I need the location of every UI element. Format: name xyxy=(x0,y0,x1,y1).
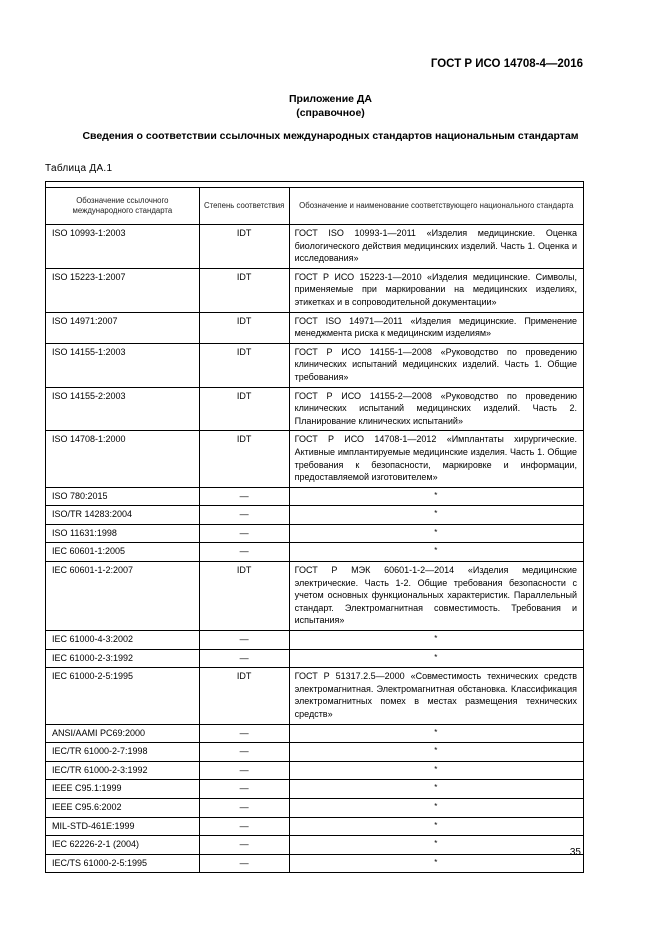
table-row xyxy=(46,854,584,873)
table-row xyxy=(46,431,584,487)
international-standard-cell: IEC/TS 61000-2-5:1995 xyxy=(46,854,200,873)
degree-cell: — xyxy=(199,743,289,762)
national-standard-cell: * xyxy=(289,836,583,855)
national-standard-cell: * xyxy=(289,817,583,836)
international-standard-cell: ISO 11631:1998 xyxy=(46,524,200,543)
table-row xyxy=(46,724,584,743)
national-standard-cell: * xyxy=(289,524,583,543)
standards-correspondence-table xyxy=(45,181,584,873)
document-designation: ГОСТ Р ИСО 14708-4—2016 xyxy=(430,58,583,70)
national-standard-cell: ГОСТ Р ИСО 14155-1—2008 «Руководство по проведению клинических испытаний медицинских изделий. Часть 1. Общие требования» xyxy=(289,343,583,387)
degree-cell: — xyxy=(199,780,289,799)
appendix-title: Приложение ДА xyxy=(289,93,372,105)
international-standard-cell: ISO 780:2015 xyxy=(46,487,200,506)
degree-cell: — xyxy=(199,506,289,525)
degree-cell: — xyxy=(199,798,289,817)
table-row xyxy=(46,506,584,525)
national-standard-cell: ГОСТ Р ИСО 15223-1—2010 «Изделия медицинские. Символы, применяемые при маркировании на медицинских изделиях, этикетках и в сопроводительной документации» xyxy=(289,268,583,312)
appendix-subtitle: (справочное) xyxy=(296,107,365,119)
national-standard-cell: * xyxy=(289,724,583,743)
degree-cell: — xyxy=(199,631,289,650)
international-standard-cell: IEC/TR 61000-2-3:1992 xyxy=(46,761,200,780)
table-row xyxy=(46,743,584,762)
national-standard-cell: * xyxy=(289,761,583,780)
national-standard-cell: * xyxy=(289,543,583,562)
table-row xyxy=(46,668,584,724)
degree-cell: — xyxy=(199,524,289,543)
national-standard-cell: ГОСТ Р МЭК 60601-1-2—2014 «Изделия медицинские электрические. Часть 1-2. Общие требования безопасности с учетом основных функциональных характеристик. Параллельный стандарт. Электромагнитная совместимость. Требования и испытания» xyxy=(289,562,583,631)
header-degree: Степень соответствия xyxy=(199,188,289,225)
national-standard-cell: * xyxy=(289,487,583,506)
table-row xyxy=(46,562,584,631)
table-row xyxy=(46,543,584,562)
table-row xyxy=(46,343,584,387)
header-international-standard: Обозначение ссылочного международного стандарта xyxy=(46,188,200,225)
table-row xyxy=(46,225,584,269)
degree-cell: — xyxy=(199,761,289,780)
international-standard-cell: IEC 61000-4-3:2002 xyxy=(46,631,200,650)
international-standard-cell: ISO 10993-1:2003 xyxy=(46,225,200,269)
table-caption: Таблица ДА.1 xyxy=(45,163,113,174)
national-standard-cell: * xyxy=(289,854,583,873)
page-number: 35 xyxy=(569,847,581,858)
international-standard-cell: ISO 15223-1:2007 xyxy=(46,268,200,312)
international-standard-cell: IEC 60601-1:2005 xyxy=(46,543,200,562)
degree-cell: — xyxy=(199,487,289,506)
table-row xyxy=(46,487,584,506)
international-standard-cell: ISO 14708-1:2000 xyxy=(46,431,200,487)
table-row xyxy=(46,817,584,836)
table-row xyxy=(46,268,584,312)
table-row xyxy=(46,798,584,817)
table-row xyxy=(46,780,584,799)
section-title: Сведения о соответствии ссылочных международных стандартов национальным стандартам xyxy=(82,130,579,142)
appendix-heading xyxy=(0,92,661,120)
international-standard-cell: ISO 14155-1:2003 xyxy=(46,343,200,387)
table-row xyxy=(46,631,584,650)
degree-cell: IDT xyxy=(199,387,289,431)
table-row xyxy=(46,649,584,668)
national-standard-cell: * xyxy=(289,780,583,799)
table-row xyxy=(46,312,584,343)
degree-cell: IDT xyxy=(199,312,289,343)
degree-cell: IDT xyxy=(199,431,289,487)
table-row xyxy=(46,761,584,780)
degree-cell: — xyxy=(199,649,289,668)
degree-cell: — xyxy=(199,817,289,836)
degree-cell: — xyxy=(199,854,289,873)
international-standard-cell: ISO/TR 14283:2004 xyxy=(46,506,200,525)
header-national-standard: Обозначение и наименование соответствующего национального стандарта xyxy=(289,188,583,225)
national-standard-cell: ГОСТ Р ИСО 14155-2—2008 «Руководство по проведению клинических испытаний медицинских изделий. Часть 2. Планирование клинических испытаний» xyxy=(289,387,583,431)
national-standard-cell: * xyxy=(289,649,583,668)
international-standard-cell: IEC 60601-1-2:2007 xyxy=(46,562,200,631)
degree-cell: — xyxy=(199,724,289,743)
international-standard-cell: ISO 14971:2007 xyxy=(46,312,200,343)
table-body xyxy=(46,225,584,873)
international-standard-cell: MIL-STD-461E:1999 xyxy=(46,817,200,836)
degree-cell: IDT xyxy=(199,268,289,312)
national-standard-cell: ГОСТ Р 51317.2.5—2000 «Совместимость технических средств электромагнитная. Электромагнитная обстановка. Классификация электромагнитных помех в местах размещения технических средств» xyxy=(289,668,583,724)
international-standard-cell: IEC 62226-2-1 (2004) xyxy=(46,836,200,855)
national-standard-cell: * xyxy=(289,798,583,817)
international-standard-cell: ISO 14155-2:2003 xyxy=(46,387,200,431)
international-standard-cell: ANSI/AAMI PC69:2000 xyxy=(46,724,200,743)
table-row xyxy=(46,524,584,543)
national-standard-cell: ГОСТ Р ИСО 14708-1—2012 «Имплантаты хирургические. Активные имплантируемые медицинские изделия. Часть 1. Общие требования к безопасности, маркировке и информации, предоставляемой изготовителем» xyxy=(289,431,583,487)
degree-cell: — xyxy=(199,543,289,562)
degree-cell: IDT xyxy=(199,562,289,631)
degree-cell: IDT xyxy=(199,343,289,387)
degree-cell: — xyxy=(199,836,289,855)
international-standard-cell: IEEE C95.6:2002 xyxy=(46,798,200,817)
international-standard-cell: IEEE C95.1:1999 xyxy=(46,780,200,799)
national-standard-cell: * xyxy=(289,506,583,525)
table-row xyxy=(46,387,584,431)
national-standard-cell: * xyxy=(289,743,583,762)
international-standard-cell: IEC 61000-2-3:1992 xyxy=(46,649,200,668)
international-standard-cell: IEC 61000-2-5:1995 xyxy=(46,668,200,724)
table-row xyxy=(46,836,584,855)
national-standard-cell: ГОСТ ISO 14971—2011 «Изделия медицинские. Применение менеджмента риска к медицинским изделиям» xyxy=(289,312,583,343)
table-header-row xyxy=(46,188,584,225)
national-standard-cell: ГОСТ ISO 10993-1—2011 «Изделия медицинские. Оценка биологического действия медицинских изделий. Часть 1. Оценка и исследования» xyxy=(289,225,583,269)
national-standard-cell: * xyxy=(289,631,583,650)
international-standard-cell: IEC/TR 61000-2-7:1998 xyxy=(46,743,200,762)
degree-cell: IDT xyxy=(199,225,289,269)
degree-cell: IDT xyxy=(199,668,289,724)
